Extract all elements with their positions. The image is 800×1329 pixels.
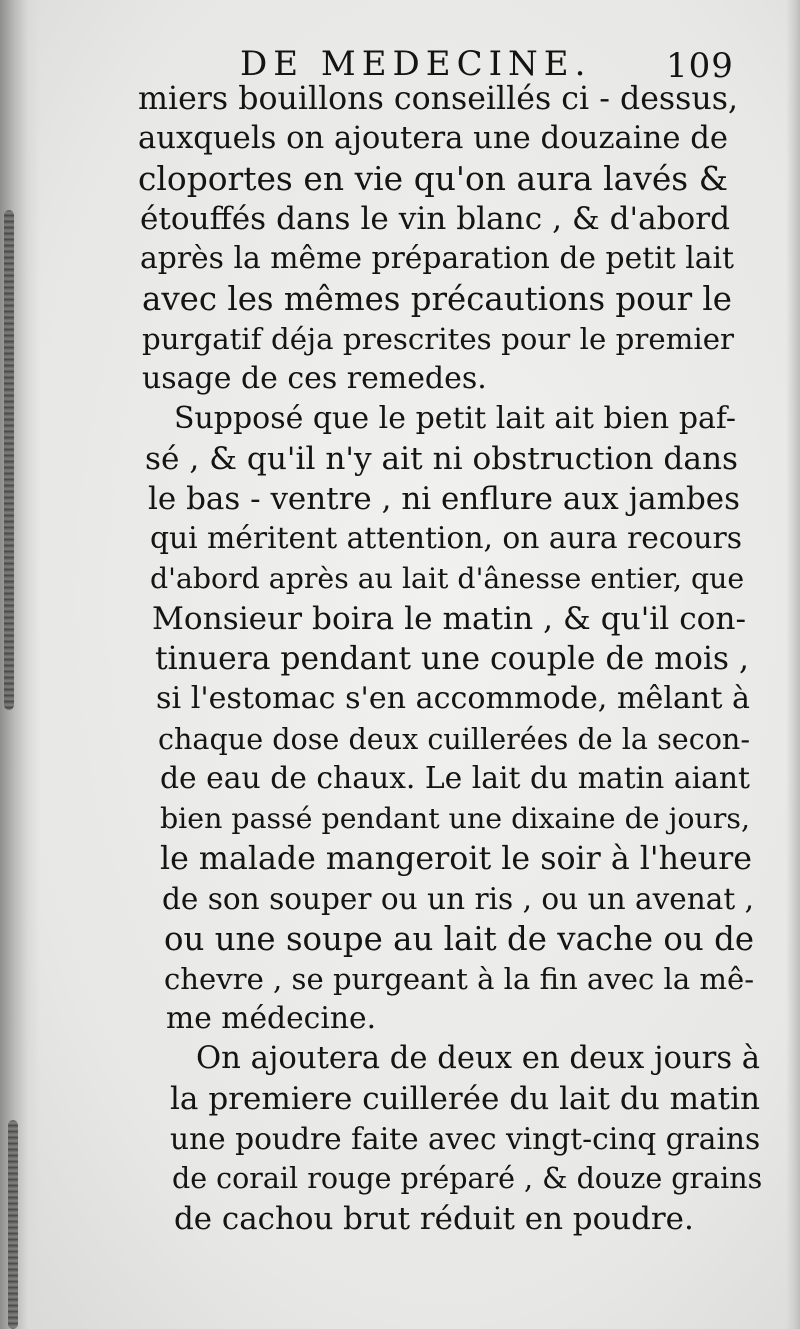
text-line: auxquels on ajoutera une douzaine de [138, 121, 728, 156]
text-line: Supposé que le petit lait ait bien paf- [174, 401, 736, 436]
text-line: sé , & qu'il n'y ait ni obstruction dans [145, 441, 738, 477]
text-line: après la même préparation de petit lait [140, 241, 734, 276]
text-line: le malade mangeroit le soir à l'heure [160, 841, 752, 877]
text-line: ou une soupe au lait de vache ou de [164, 920, 754, 958]
text-line: le bas - ventre , ni enflure aux jambes [148, 481, 740, 517]
text-line: cloportes en vie qu'on aura lavés & [138, 159, 728, 198]
page-number: 109 [666, 46, 734, 86]
text-line: une poudre faite avec vingt-cinq grains [170, 1121, 760, 1156]
text-line: usage de ces remedes. [142, 361, 487, 396]
text-line: qui méritent attention, on aura recours [150, 521, 742, 556]
text-line: si l'estomac s'en accommode, mêlant à [156, 681, 750, 716]
running-head: DE MEDECINE. [240, 44, 592, 84]
text-line: On ajoutera de deux en deux jours à [196, 1041, 760, 1076]
text-line: étouffés dans le vin blanc , & d'abord [140, 201, 730, 237]
text-line: de son souper ou un ris , ou un avenat , [162, 882, 754, 916]
text-line: me médecine. [166, 1001, 376, 1036]
text-line: Monsieur boira le matin , & qu'il con- [152, 601, 746, 637]
text-line: avec les mêmes précautions pour le [142, 280, 732, 318]
text-line: tinuera pendant une couple de mois , [155, 641, 749, 677]
text-line: la premiere cuillerée du lait du matin [170, 1081, 760, 1117]
text-line: purgatif déja prescrites pour le premier [142, 322, 734, 356]
text-line: de eau de chaux. Le lait du matin aiant [160, 761, 750, 796]
text-line: de cachou brut réduit en poudre. [174, 1201, 694, 1237]
text-line: d'abord après au lait d'ânesse entier, que [150, 562, 744, 595]
text-line: chaque dose deux cuillerées de la secon- [158, 722, 750, 756]
text-line: chevre , se purgeant à la fin avec la mê- [164, 962, 754, 996]
text-line: de corail rouge préparé , & douze grains [172, 1162, 762, 1195]
text-line: miers bouillons conseillés ci - dessus, [138, 81, 738, 117]
text-line: bien passé pendant une dixaine de jours, [160, 802, 750, 835]
